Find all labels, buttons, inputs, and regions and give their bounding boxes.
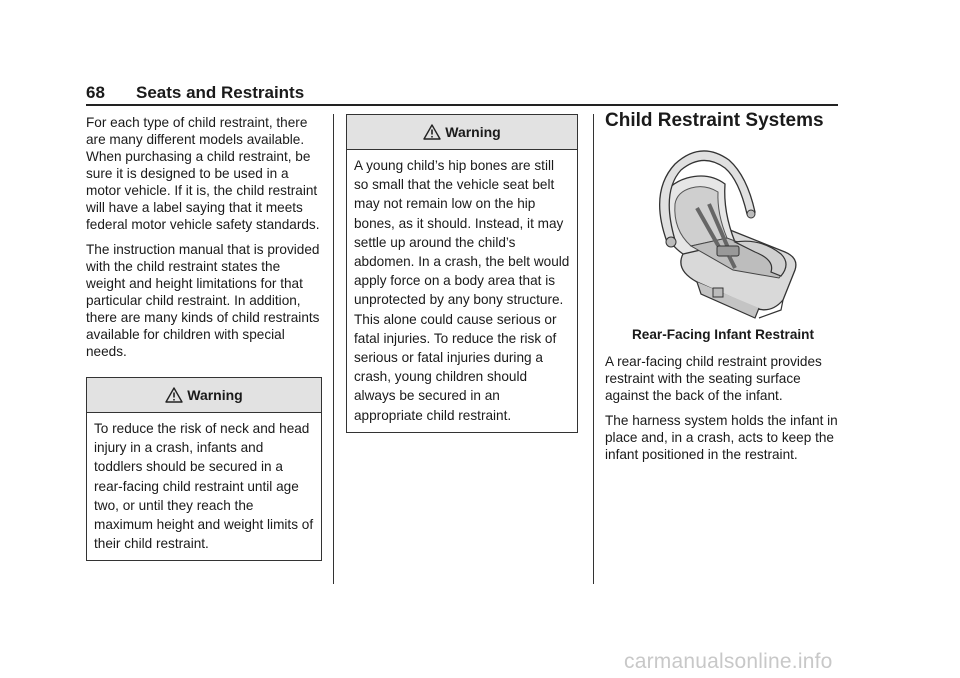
warning-title: Warning <box>187 386 243 403</box>
page-header <box>86 80 838 106</box>
infant-car-seat-illustration <box>605 142 841 322</box>
warning-text: To reduce the risk of neck and head injury in a crash, infants and toddlers should be secured in a rear-facing child restraint until age two, or until they reach the maximum height and weight limits of their child restraint. <box>94 421 314 552</box>
warning-header <box>347 115 577 150</box>
warning-header <box>87 378 321 413</box>
body-paragraph: The instruction manual that is provided with the child restraint states the weight and height limitations for that particular child restraint. In addition, there are many kinds of child restraints available for children with special needs. <box>86 242 320 359</box>
watermark: carmanualsonline.info <box>624 650 833 673</box>
body-paragraph: A rear-facing child restraint provides restraint with the seating surface against the back of the infant. <box>605 354 822 403</box>
column-middle <box>346 114 578 433</box>
warning-box <box>346 114 578 433</box>
body-paragraph: The harness system holds the infant in place and, in a crash, acts to keep the infant positioned in the restraint. <box>605 413 838 462</box>
figure-caption: Rear-Facing Infant Restraint <box>631 327 815 342</box>
section-heading: Child Restraint Systems <box>605 110 824 131</box>
column-divider <box>333 114 334 584</box>
column-right <box>605 110 841 471</box>
body-paragraph: For each type of child restraint, there are many different models available. When purchasing a child restraint, be sure it is designed to be used in a motor vehicle. If it is, the child restraint will have a label saying that it meets federal motor vehicle safety standards. <box>86 115 320 232</box>
warning-text: A young child’s hip bones are still so small that the vehicle seat belt may not remain low on the hip bones, as it should. Instead, it may settle up around the child’s abdomen. In a crash, the belt would apply force on a body area that is unprotected by any bony structure. This alone could cause serious or fatal injuries. To reduce the risk of serious or fatal injuries during a crash, young children should always be secured in an appropriate child restraint. <box>354 158 570 423</box>
section-title: Seats and Restraints <box>136 83 305 102</box>
warning-triangle-icon <box>423 124 441 140</box>
warning-triangle-icon <box>165 387 183 403</box>
page-number: 68 <box>86 83 105 102</box>
warning-box <box>86 377 322 561</box>
warning-title: Warning <box>445 123 501 140</box>
column-divider <box>593 114 594 584</box>
column-left <box>86 114 322 561</box>
